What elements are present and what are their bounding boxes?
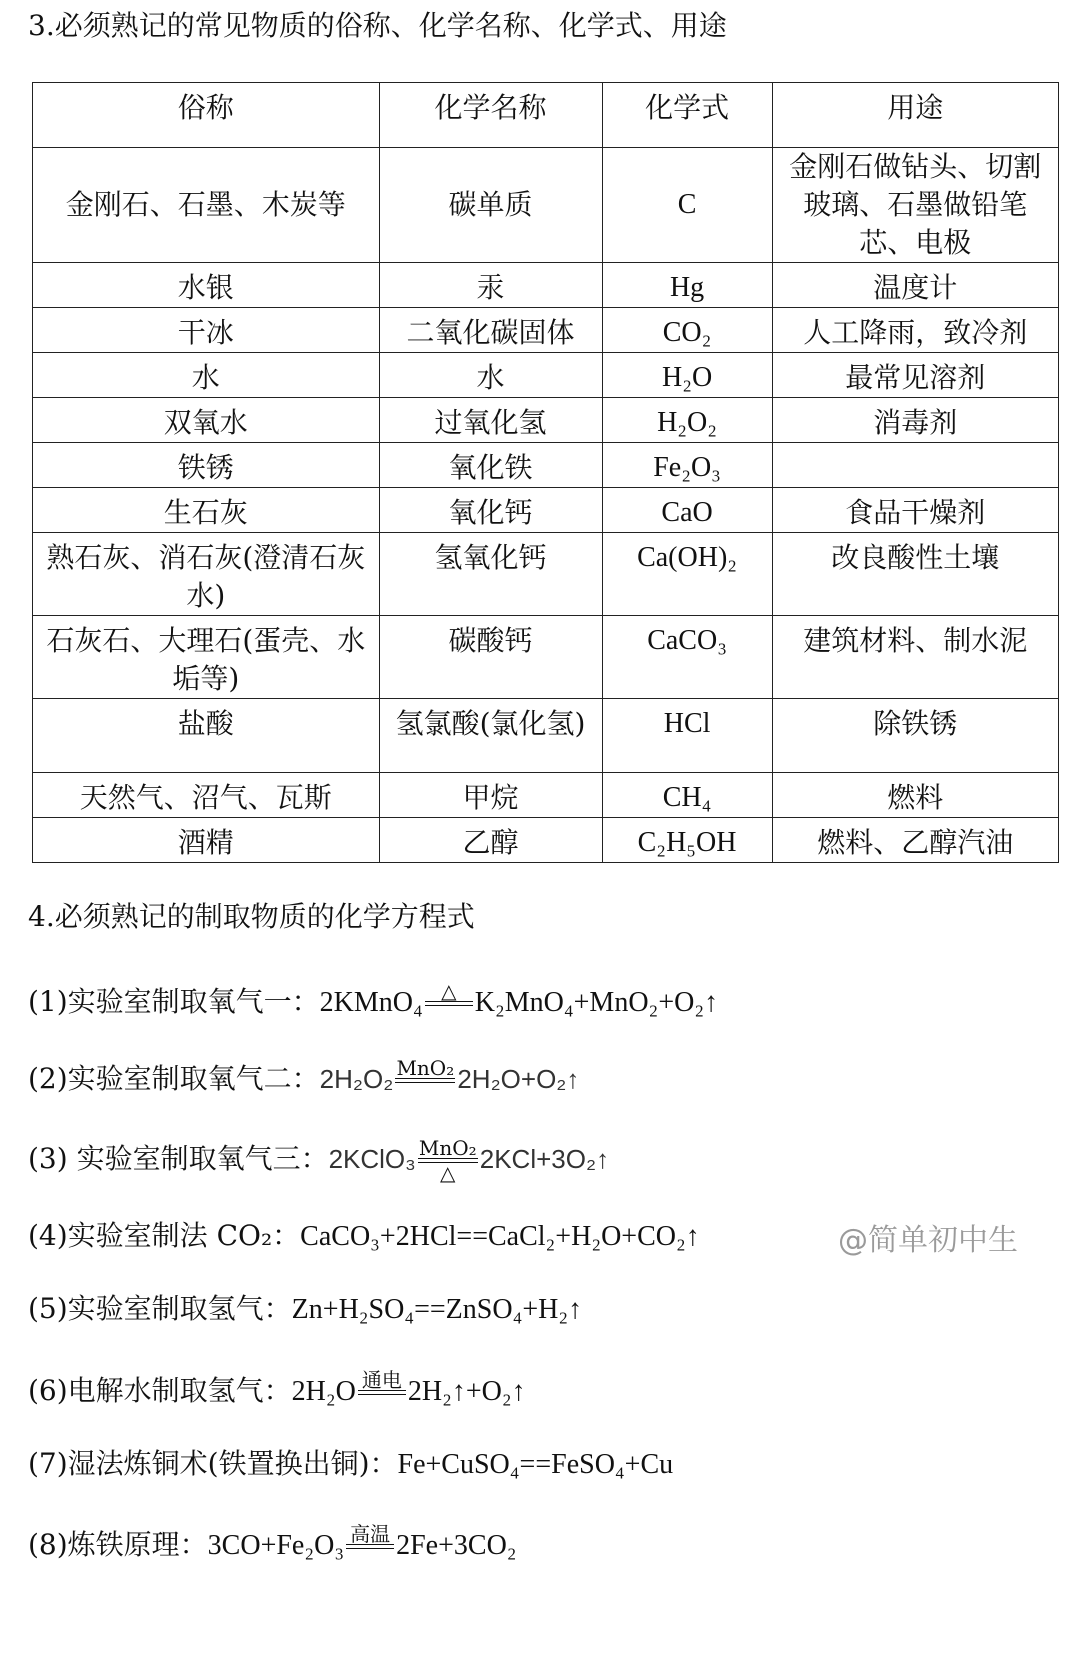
- equation-label: (3) 实验室制取氧气三：: [28, 1142, 329, 1175]
- cell-use: 建筑材料、制水泥: [772, 616, 1058, 699]
- cell-common-name: 水: [33, 353, 380, 398]
- cell-use: 消毒剂: [772, 398, 1058, 443]
- section-3-title: 3.必须熟记的常见物质的俗称、化学名称、化学式、用途: [28, 9, 727, 42]
- table-header-row: [33, 83, 1059, 148]
- cell-common-name: 水银: [33, 263, 380, 308]
- header-common-name: 俗称: [33, 83, 380, 148]
- cell-chemical-name: 氢氯酸(氯化氢): [379, 699, 602, 773]
- equation-products: 2KCl+3O₂↑: [479, 1144, 610, 1174]
- equation-reactants: 2H₂O₂: [319, 1064, 394, 1094]
- reaction-condition: [425, 981, 473, 1026]
- cell-common-name: 盐酸: [33, 699, 380, 773]
- cell-chemical-name: 汞: [379, 263, 602, 308]
- equation-line: [28, 1058, 579, 1103]
- equation-line: [28, 1524, 517, 1569]
- equation-reactants: 2KMnO₄: [319, 987, 423, 1018]
- cell-use: 燃料、乙醇汽油: [772, 818, 1058, 863]
- equation-line: [28, 1370, 526, 1415]
- header-chemical-name: 化学名称: [379, 83, 602, 148]
- equation-formula: Zn+H₂SO₄==ZnSO₄+H₂↑: [291, 1294, 583, 1325]
- condition-top: 通电: [361, 1368, 402, 1392]
- table-row: [33, 533, 1059, 616]
- cell-use: [772, 443, 1058, 488]
- equation-products: 2H₂↑+O₂↑: [407, 1376, 526, 1407]
- cell-use: 除铁锈: [772, 699, 1058, 773]
- equation-line: [28, 1444, 673, 1485]
- cell-common-name: 酒精: [33, 818, 380, 863]
- cell-formula: C₂H₅OH: [602, 818, 772, 863]
- condition-bottom: [358, 1395, 406, 1415]
- reaction-condition: [395, 1058, 455, 1103]
- equation-products: 2H₂O+O₂↑: [457, 1064, 580, 1094]
- header-use: 用途: [772, 83, 1058, 148]
- condition-bottom: [425, 1006, 473, 1026]
- equation-line: [28, 1138, 609, 1183]
- cell-formula: CO₂: [602, 308, 772, 353]
- cell-use: 食品干燥剂: [772, 488, 1058, 533]
- cell-chemical-name: 碳单质: [379, 148, 602, 263]
- equation-line: [28, 1289, 582, 1330]
- cell-use: 金刚石做钻头、切割玻璃、石墨做铅笔芯、电极: [772, 148, 1058, 263]
- cell-chemical-name: 氧化铁: [379, 443, 602, 488]
- equation-reactants: 2H₂O: [291, 1376, 356, 1407]
- cell-formula: H₂O₂: [602, 398, 772, 443]
- cell-formula: Fe₂O₃: [602, 443, 772, 488]
- cell-use: 温度计: [772, 263, 1058, 308]
- cell-formula: CH₄: [602, 773, 772, 818]
- condition-bottom: △: [440, 1161, 456, 1185]
- reaction-condition: [346, 1524, 394, 1569]
- equation-formula: Fe+CuSO₄==FeSO₄+Cu: [397, 1449, 674, 1480]
- cell-common-name: 铁锈: [33, 443, 380, 488]
- cell-formula: CaCO₃: [602, 616, 772, 699]
- cell-common-name: 生石灰: [33, 488, 380, 533]
- section-4-title: 4.必须熟记的制取物质的化学方程式: [28, 900, 475, 933]
- cell-chemical-name: 过氧化氢: [379, 398, 602, 443]
- cell-common-name: 干冰: [33, 308, 380, 353]
- condition-bottom: [346, 1549, 394, 1569]
- reaction-condition: [418, 1138, 478, 1183]
- condition-bottom: [395, 1083, 455, 1103]
- table-row: [33, 308, 1059, 353]
- equation-label: (8)炼铁原理：: [28, 1528, 208, 1561]
- cell-common-name: 天然气、沼气、瓦斯: [33, 773, 380, 818]
- table-row: [33, 263, 1059, 308]
- cell-use: 燃料: [772, 773, 1058, 818]
- condition-top: MnO₂: [396, 1056, 455, 1080]
- equation-label: (5)实验室制取氢气：: [28, 1292, 292, 1325]
- cell-formula: Hg: [602, 263, 772, 308]
- cell-formula: Ca(OH)₂: [602, 533, 772, 616]
- cell-formula: CaO: [602, 488, 772, 533]
- table-row: [33, 818, 1059, 863]
- cell-chemical-name: 甲烷: [379, 773, 602, 818]
- table-row: [33, 616, 1059, 699]
- cell-chemical-name: 二氧化碳固体: [379, 308, 602, 353]
- equation-label: (7)湿法炼铜术(铁置换出铜)：: [28, 1447, 398, 1480]
- equation-label: (1)实验室制取氧气一：: [28, 985, 320, 1018]
- table-row: [33, 398, 1059, 443]
- cell-chemical-name: 碳酸钙: [379, 616, 602, 699]
- equation-reactants: 2KClO₃: [328, 1144, 416, 1174]
- reaction-condition: [358, 1370, 406, 1415]
- cell-formula: H₂O: [602, 353, 772, 398]
- table-row: [33, 148, 1059, 263]
- condition-top: △: [441, 979, 457, 1003]
- cell-chemical-name: 水: [379, 353, 602, 398]
- equation-line: [28, 1216, 700, 1257]
- equation-products: K₂MnO₄+MnO₂+O₂↑: [474, 987, 719, 1018]
- cell-use: 改良酸性土壤: [772, 533, 1058, 616]
- equation-formula: CaCO₃+2HCl==CaCl₂+H₂O+CO₂↑: [300, 1221, 700, 1252]
- cell-chemical-name: 氧化钙: [379, 488, 602, 533]
- cell-formula: HCl: [602, 699, 772, 773]
- cell-chemical-name: 氢氧化钙: [379, 533, 602, 616]
- equation-label: (2)实验室制取氧气二：: [28, 1062, 320, 1095]
- equation-label: (4)实验室制法 CO₂：: [28, 1219, 301, 1252]
- cell-common-name: 双氧水: [33, 398, 380, 443]
- cell-common-name: 石灰石、大理石(蛋壳、水垢等): [33, 616, 380, 699]
- cell-use: 人工降雨，致冷剂: [772, 308, 1058, 353]
- equation-label: (6)电解水制取氢气：: [28, 1374, 292, 1407]
- cell-common-name: 熟石灰、消石灰(澄清石灰水): [33, 533, 380, 616]
- table-row: [33, 353, 1059, 398]
- table-row: [33, 773, 1059, 818]
- cell-common-name: 金刚石、石墨、木炭等: [33, 148, 380, 263]
- table-row: [33, 699, 1059, 773]
- watermark-text: @简单初中生: [838, 1223, 1018, 1258]
- table-row: [33, 443, 1059, 488]
- equation-products: 2Fe+3CO₂: [396, 1530, 517, 1561]
- equation-line: [28, 981, 718, 1026]
- header-formula: 化学式: [602, 83, 772, 148]
- equation-reactants: 3CO+Fe₂O₃: [207, 1530, 345, 1561]
- condition-top: MnO₂: [418, 1136, 477, 1160]
- cell-use: 最常见溶剂: [772, 353, 1058, 398]
- substance-table: [32, 82, 1059, 863]
- table-row: [33, 488, 1059, 533]
- cell-formula: C: [602, 148, 772, 263]
- condition-top: 高温: [350, 1522, 391, 1546]
- cell-chemical-name: 乙醇: [379, 818, 602, 863]
